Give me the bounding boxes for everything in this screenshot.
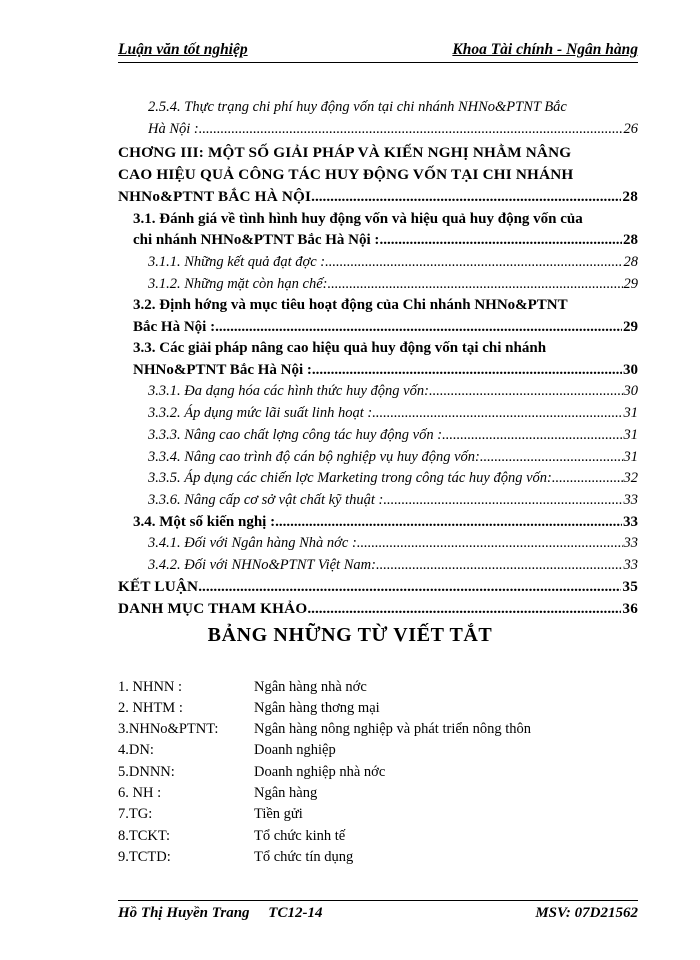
abbreviation-row	[118, 719, 638, 739]
footer-student-id: MSV: 07D21562	[535, 905, 638, 921]
toc-entry-label: NHNo&PTNT BẮC HÀ NỘI	[118, 188, 312, 205]
toc-entry-label: 3.3.3. Nâng cao chất lợng công tác huy động vốn :	[148, 427, 443, 443]
toc-entry-label: Hà Nội :	[148, 121, 199, 137]
toc-section-3-3[interactable]	[133, 360, 638, 380]
toc-page-number: 29	[623, 319, 638, 335]
abbreviation-key: 8.TCKT:	[118, 828, 171, 844]
toc-entry-label: NHNo&PTNT Bắc Hà Nội :	[133, 362, 312, 378]
header-faculty-label: Khoa Tài chính - Ngân hàng	[452, 41, 638, 58]
toc-entry-label: 3.3.2. Áp dụng mức lãi suất linh hoạt :	[148, 405, 373, 421]
toc-page-number: 28	[623, 232, 638, 248]
toc-section-3-4[interactable]	[133, 512, 638, 532]
toc-page-number: 30	[623, 383, 638, 399]
toc-entry-label: 3.4.1. Đối với Ngân hàng Nhà nớc :	[148, 535, 357, 551]
abbreviation-key: 7.TG:	[118, 806, 153, 822]
toc-page-number: 30	[623, 362, 638, 378]
abbreviation-row	[118, 698, 638, 718]
abbreviation-key: 4.DN:	[118, 742, 154, 758]
abbreviation-meaning: Tổ chức kinh tế	[254, 828, 346, 844]
toc-section-3-1-line1: 3.1. Đánh giá về tình hình huy động vốn và hiệu quả huy động vốn của	[133, 211, 583, 227]
toc-entry-label: DANH MỤC THAM KHẢO	[118, 600, 308, 617]
toc-entry-2-5-4[interactable]	[148, 119, 638, 139]
abbreviation-meaning: Doanh nghiệp	[254, 742, 336, 758]
abbreviation-meaning: Doanh nghiệp nhà nớc	[254, 764, 386, 780]
abbreviation-meaning: Tổ chức tín dụng	[254, 849, 354, 865]
header-thesis-label: Luận văn tốt nghiệp	[118, 41, 248, 58]
toc-page-number: 33	[623, 492, 638, 508]
toc-page-number: 31	[623, 405, 638, 421]
toc-section-3-4-1[interactable]	[148, 533, 638, 553]
toc-section-3-3-3[interactable]	[148, 425, 638, 445]
abbreviation-key: 1. NHNN :	[118, 679, 183, 695]
toc-entry-label: chi nhánh NHNo&PTNT Bắc Hà Nội :	[133, 232, 380, 248]
toc-entry-label: 3.1.2. Những mặt còn hạn chế:	[148, 276, 328, 292]
toc-entry-label: 3.1.1. Những kết quả đạt đợc :	[148, 254, 326, 270]
page-footer	[118, 900, 638, 925]
toc-entry-label: 3.4. Một số kiến nghị :	[133, 514, 276, 530]
toc-section-3-1[interactable]	[133, 230, 638, 250]
toc-page-number: 33	[623, 557, 638, 573]
toc-section-3-3-6[interactable]	[148, 490, 638, 510]
toc-page-number: 33	[623, 535, 638, 551]
toc-conclusion[interactable]	[118, 577, 638, 597]
abbreviation-key: 2. NHTM :	[118, 700, 183, 716]
toc-entry-label: Bắc Hà Nội :	[133, 319, 216, 335]
abbreviation-key: 9.TCTD:	[118, 849, 171, 865]
toc-page-number: 31	[623, 427, 638, 443]
toc-entry-label: 3.4.2. Đối với NHNo&PTNT Việt Nam:	[148, 557, 376, 573]
toc-references[interactable]	[118, 599, 638, 619]
toc-page-number: 28	[623, 254, 638, 270]
toc-chapter-3-line1: CHƠNG III: MỘT SỐ GIẢI PHÁP VÀ KIẾN NGHỊ NHẰM NÂNG	[118, 144, 572, 161]
abbreviation-row	[118, 762, 638, 782]
toc-entry-label: KẾT LUẬN	[118, 578, 199, 595]
toc-entry-label: 3.3.5. Áp dụng các chiến lợc Marketing trong công tác huy động vốn:	[148, 470, 552, 486]
toc-entry-label: 3.3.1. Đa dạng hóa các hình thức huy động vốn:	[148, 383, 429, 399]
toc-section-3-1-2[interactable]	[148, 274, 638, 294]
abbreviation-row	[118, 677, 638, 697]
toc-entry-label: 3.3.4. Nâng cao trình độ cán bộ nghiệp vụ huy động vốn:	[148, 449, 480, 465]
abbreviation-row	[118, 847, 638, 867]
toc-page-number: 31	[623, 449, 638, 465]
abbreviation-key: 3.NHNo&PTNT:	[118, 721, 219, 737]
toc-page-number: 28	[622, 188, 638, 205]
toc-section-3-3-line1: 3.3. Các giải pháp nâng cao hiệu quả huy động vốn tại chi nhánh	[133, 340, 547, 356]
toc-page-number: 32	[623, 470, 638, 486]
toc-entry-label: 3.3.6. Nâng cấp cơ sở vật chất kỹ thuật :	[148, 492, 384, 508]
toc-page-number: 33	[623, 514, 638, 530]
toc-chapter-3[interactable]	[118, 187, 638, 207]
abbreviation-meaning: Ngân hàng nhà nớc	[254, 679, 367, 695]
page-header	[118, 38, 638, 63]
abbreviation-meaning: Ngân hàng nông nghiệp và phát triển nông thôn	[254, 721, 532, 737]
toc-entry-2-5-4-line1: 2.5.4. Thực trạng chi phí huy động vốn tại chi nhánh NHNo&PTNT Bắc	[148, 99, 567, 115]
abbreviation-meaning: Ngân hàng	[254, 785, 318, 801]
abbreviations-title: BẢNG NHỮNG TỪ VIẾT TẮT	[207, 624, 493, 646]
toc-section-3-3-5[interactable]	[148, 468, 638, 488]
toc-section-3-3-2[interactable]	[148, 403, 638, 423]
abbreviation-row	[118, 740, 638, 760]
abbreviation-key: 5.DNNN:	[118, 764, 175, 780]
toc-section-3-3-4[interactable]	[148, 447, 638, 467]
toc-page-number: 29	[623, 276, 638, 292]
toc-section-3-3-1[interactable]	[148, 381, 638, 401]
toc-page-number: 26	[623, 121, 638, 137]
abbreviation-row	[118, 783, 638, 803]
toc-section-3-1-1[interactable]	[148, 252, 638, 272]
abbreviation-row	[118, 826, 638, 846]
toc-section-3-2[interactable]	[133, 317, 638, 337]
abbreviation-row	[118, 804, 638, 824]
toc-section-3-4-2[interactable]	[148, 555, 638, 575]
toc-section-3-2-line1: 3.2. Định hớng và mục tiêu hoạt động của Chi nhánh NHNo&PTNT	[133, 297, 568, 313]
toc-chapter-3-line2: CAO HIỆU QUẢ CÔNG TÁC HUY ĐỘNG VỐN TẠI CHI NHÁNH	[118, 166, 574, 183]
abbreviation-meaning: Ngân hàng thơng mại	[254, 700, 380, 716]
abbreviation-key: 6. NH :	[118, 785, 162, 801]
toc-page-number: 36	[622, 600, 638, 617]
abbreviation-meaning: Tiền gửi	[254, 806, 303, 822]
toc-page-number: 35	[622, 578, 638, 595]
footer-author: Hồ Thị Huyền Trang TC12-14	[118, 905, 323, 921]
